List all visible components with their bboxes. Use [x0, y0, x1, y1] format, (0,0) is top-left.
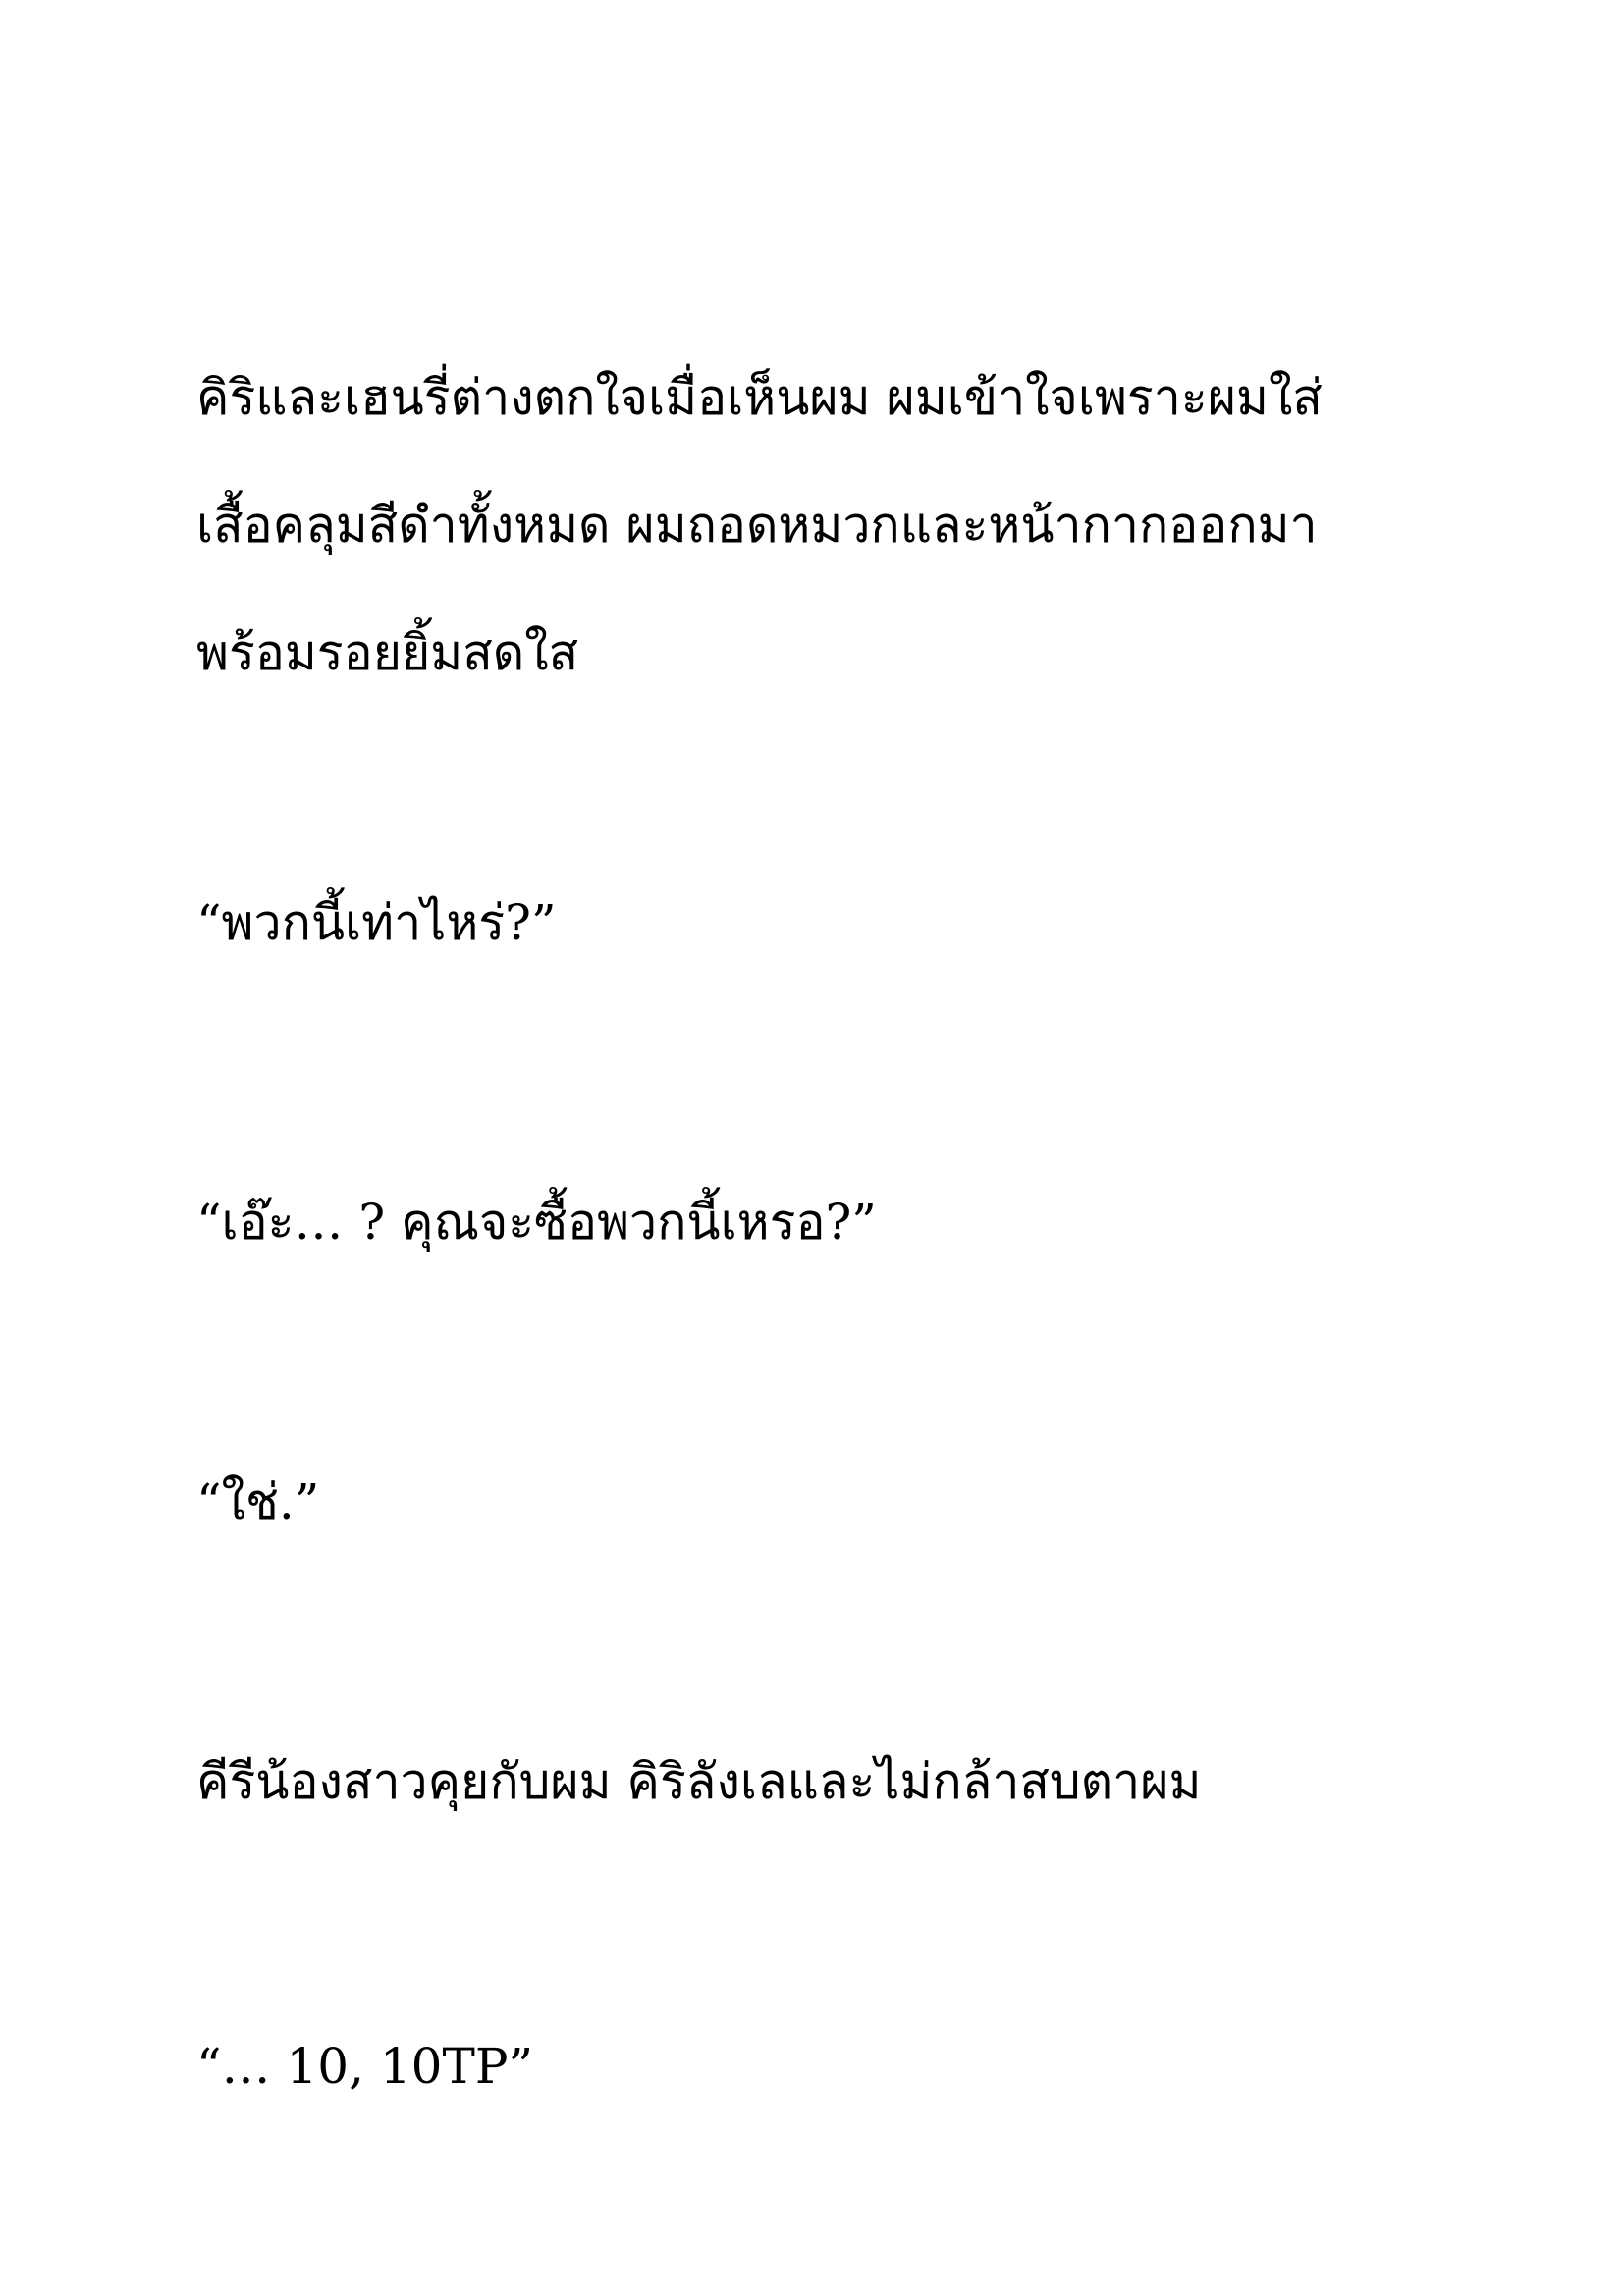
paragraph-1-line-1: คิริและเฮนรี่ต่างตกใจเมื่อเห็นผม ผมเข้าใจเพราะผมใส่ — [196, 369, 1323, 426]
dialogue-quote-2: “เอ๊ะ… ? คุณจะซื้อพวกนี้เหรอ?” — [196, 1194, 877, 1251]
dialogue-quote-1: “พวกนี้เท่าไหร่?” — [196, 894, 557, 951]
paragraph-2: คีรีน้องสาวคุยกับผม คิริลังเลและไม่กล้าสบตาผม — [196, 1753, 1202, 1810]
dialogue-quote-3: “ใช่.” — [196, 1473, 320, 1530]
dialogue-quote-4: “… 10, 10TP” — [196, 2038, 534, 2095]
paragraph-1-line-3: พร้อมรอยยิ้มสดใส — [196, 624, 579, 681]
paragraph-1-line-2: เสื้อคลุมสีดำทั้งหมด ผมถอดหมวกและหน้ากากออกมา — [196, 497, 1318, 554]
